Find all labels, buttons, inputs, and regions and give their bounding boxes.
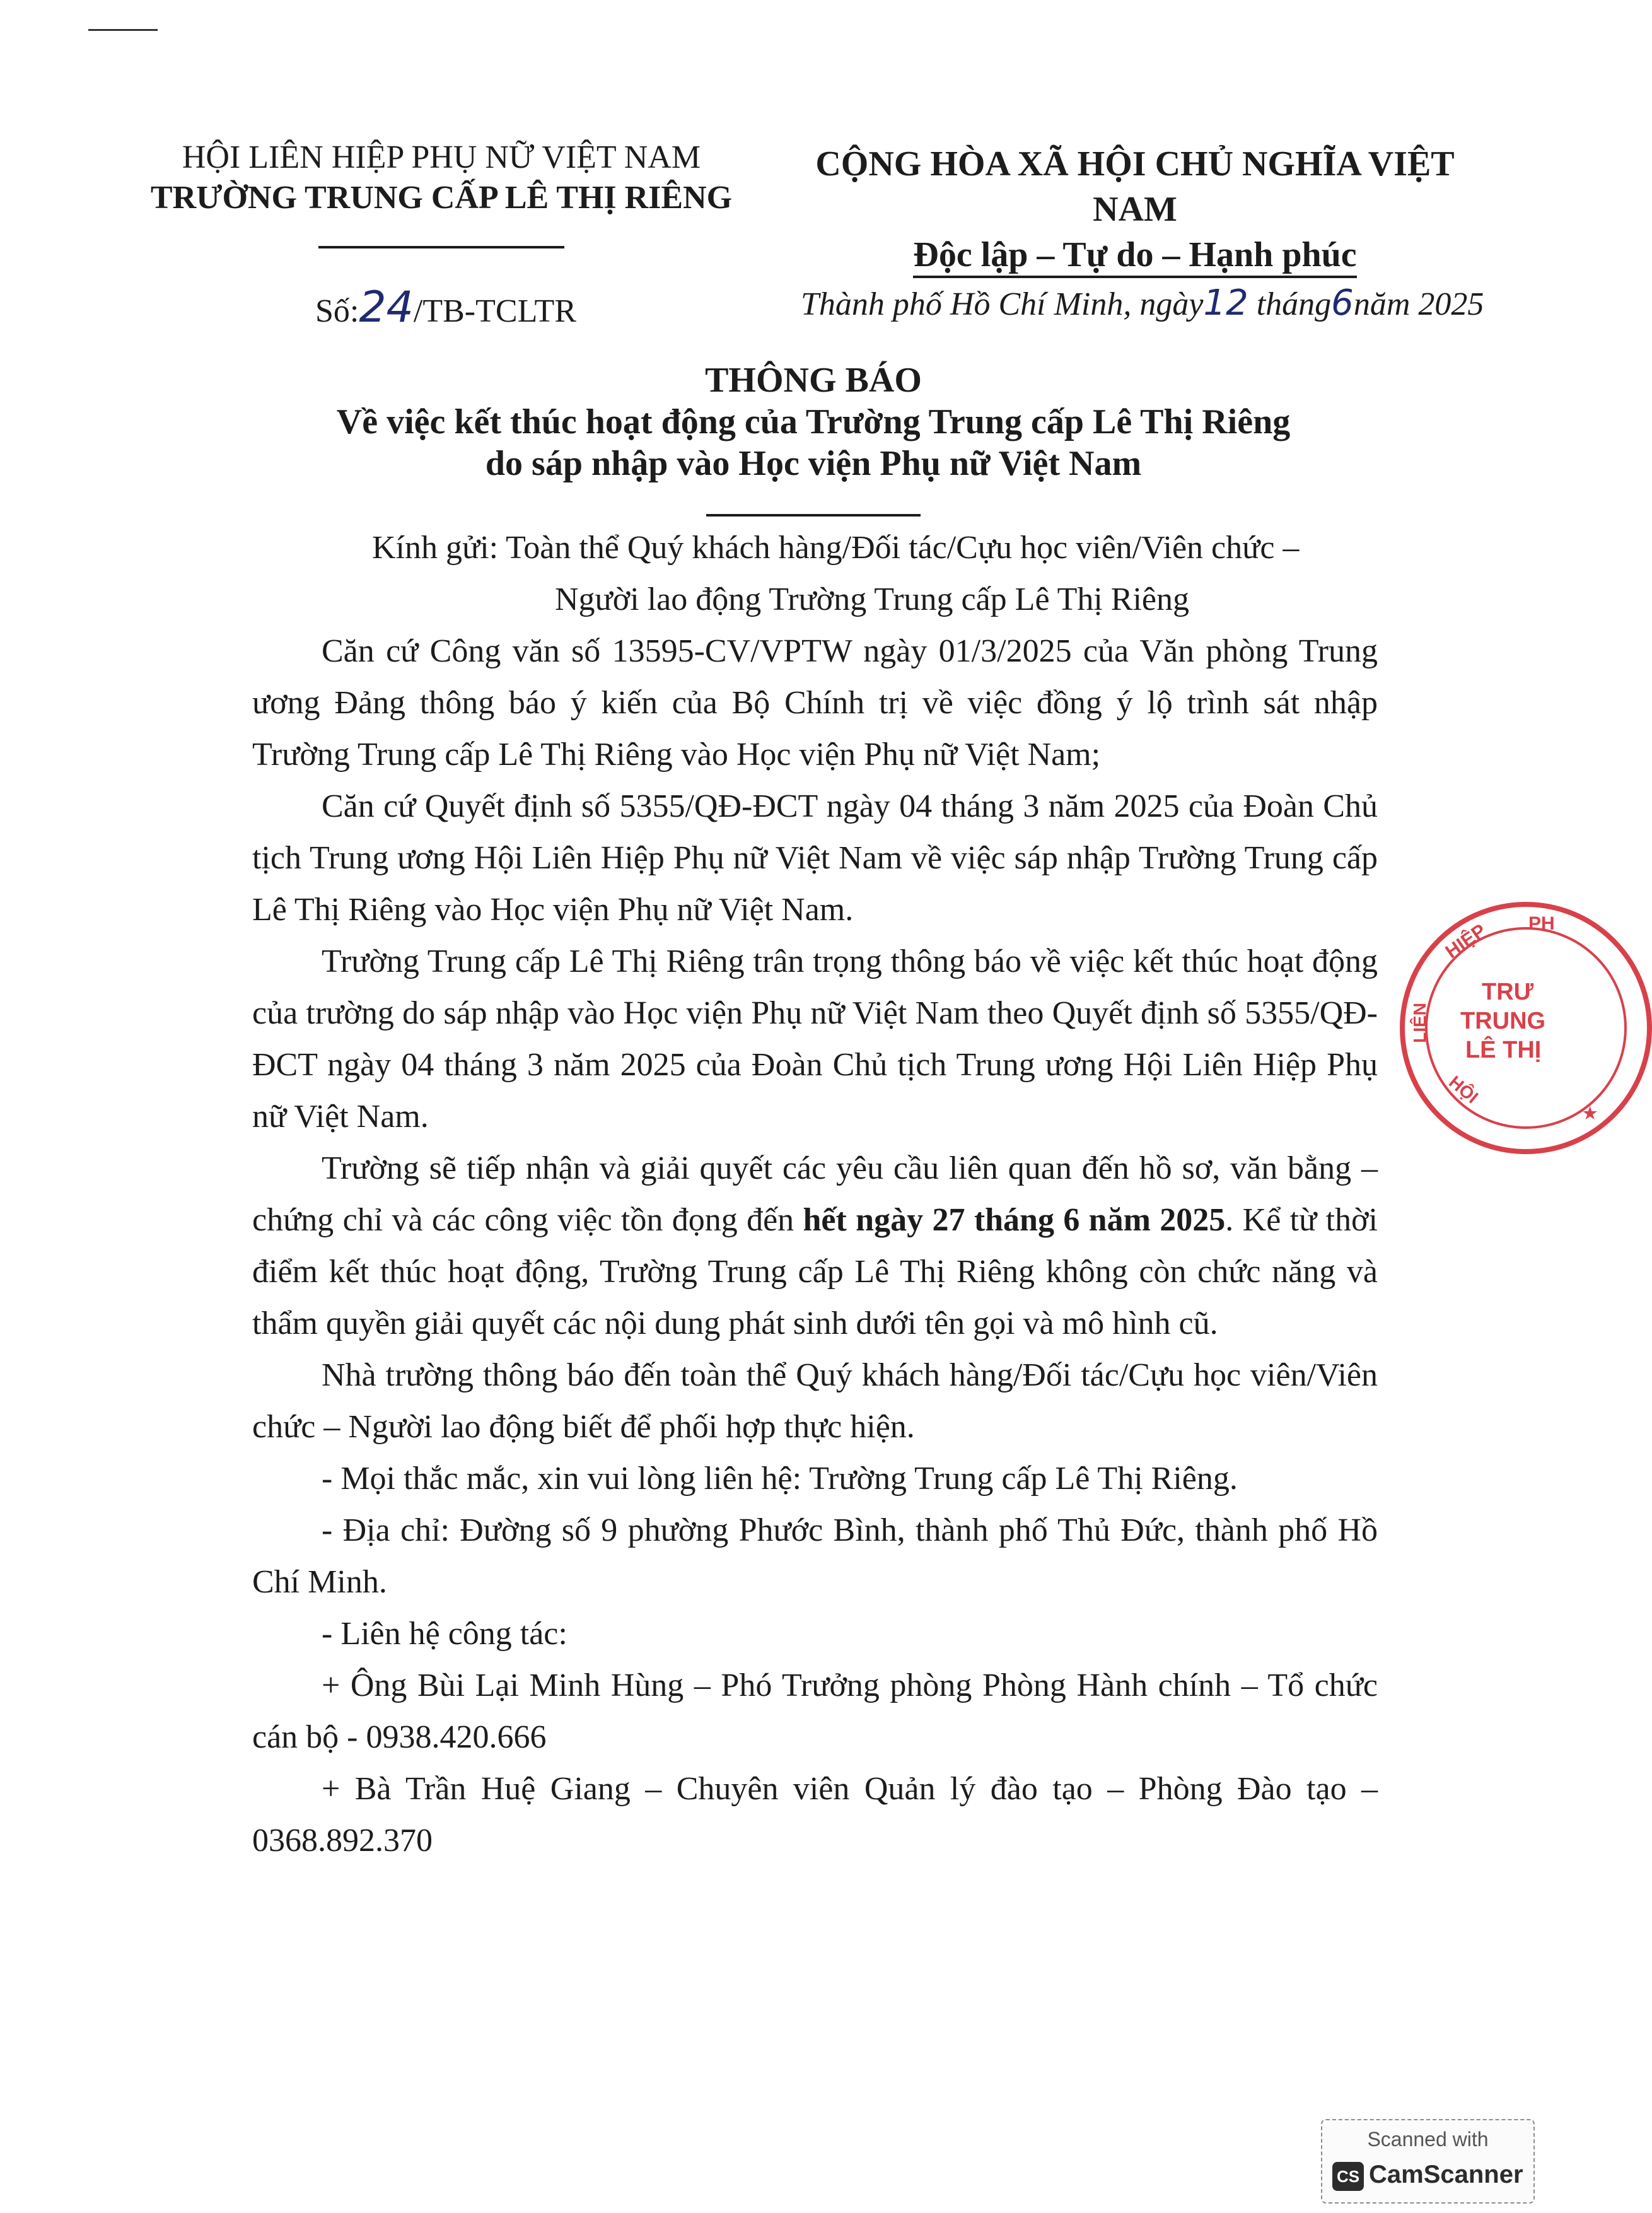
- title-line-1: Về việc kết thúc hoạt động của Trường Trung cấp Lê Thị Riêng: [336, 402, 1291, 441]
- place-and-date: [801, 283, 1484, 324]
- scanner-app-name: CamScanner: [1369, 2161, 1523, 2188]
- school-name: TRƯỜNG TRUNG CẤP LÊ THỊ RIÊNG: [150, 180, 733, 216]
- paragraph-contacts-heading: - Liên hệ công tác:: [322, 1616, 567, 1652]
- scanner-caption: Scanned with: [1367, 2128, 1489, 2151]
- seal-center-2: TRUNG: [1460, 1008, 1546, 1034]
- country-name: CỘNG HÒA XÃ HỘI CHỦ NGHĨA VIỆT NAM: [815, 144, 1455, 229]
- seal-star-icon: ★: [1583, 1104, 1598, 1123]
- school-name-underline: [318, 246, 564, 248]
- seal-center-1: TRƯ: [1482, 979, 1534, 1005]
- paragraph-legal-basis-1: Căn cứ Công văn số 13595-CV/VPTW ngày 01/3/2025 của Văn phòng Trung ương Đảng thông báo ý kiến của Bộ Chính trị về việc đồng ý lộ trình sát nhập Trường Trung cấp Lê Thị Riêng vào Học viện Phụ nữ Việt Nam;: [252, 633, 1378, 773]
- doc-number-prefix: Số:: [315, 293, 359, 329]
- date-month-handwritten: 6: [1331, 283, 1354, 324]
- camscanner-logo-icon: CS: [1332, 2162, 1364, 2191]
- paragraph-legal-basis-2: Căn cứ Quyết định số 5355/QĐ-ĐCT ngày 04 tháng 3 năm 2025 của Đoàn Chủ tịch Trung ương Hội Liên Hiệp Phụ nữ Việt Nam về việc sáp nhập Trường Trung cấp Lê Thị Riêng vào Học viện Phụ nữ Việt Nam.: [252, 788, 1378, 928]
- seal-center-3: LÊ THỊ: [1465, 1037, 1542, 1063]
- deadline-date: hết ngày 27 tháng 6 năm 2025: [803, 1202, 1226, 1238]
- official-seal: [1387, 896, 1602, 1160]
- org-name: HỘI LIÊN HIỆP PHỤ NỮ VIỆT NAM: [182, 139, 701, 175]
- paragraph-deadline: [252, 1143, 1378, 1350]
- document-number: [315, 283, 576, 332]
- paragraph-contact-person-1: + Ông Bùi Lại Minh Hùng – Phó Trưởng phòng Phòng Hành chính – Tổ chức cán bộ - 0938.420.666: [252, 1667, 1378, 1755]
- document-title: [189, 359, 1438, 526]
- seal-ring-left: LIÊN: [1410, 1003, 1429, 1043]
- title-main: THÔNG BÁO: [705, 361, 922, 400]
- national-heading: [782, 141, 1488, 277]
- seal-ring-top-2: PH: [1528, 913, 1555, 934]
- paragraph-contact: - Mọi thắc mắc, xin vui lòng liên hệ: Trường Trung cấp Lê Thị Riêng.: [322, 1461, 1238, 1497]
- recipient-line-2: Người lao động Trường Trung cấp Lê Thị Riêng: [555, 581, 1190, 617]
- recipient-block: [372, 522, 1393, 626]
- doc-number-handwritten: 24: [359, 283, 414, 332]
- year-text: năm 2025: [1353, 286, 1484, 322]
- title-line-2: do sáp nhập vào Học viện Phụ nữ Việt Nam: [485, 444, 1142, 483]
- deadline-text-b: . Kể từ thời điểm kết thúc hoạt động, Trường Trung cấp Lê Thị Riêng không còn chức năng và thẩm quyền giải quyết các nội dung phát sinh dưới tên gọi và mô hình cũ.: [252, 1202, 1378, 1341]
- scan-corner-mark: [88, 25, 158, 31]
- national-motto: [782, 232, 1488, 277]
- document-body: [252, 626, 1378, 1867]
- paragraph-announcement: Trường Trung cấp Lê Thị Riêng trân trọng thông báo về việc kết thúc hoạt động của trường do sáp nhập vào Học viện Phụ nữ Việt Nam theo Quyết định số 5355/QĐ-ĐCT ngày 04 tháng 3 năm 2025 của Đoàn Chủ tịch Trung ương Hội Liên Hiệp Phụ nữ Việt Nam.: [252, 943, 1378, 1135]
- place-text: Thành phố Hồ Chí Minh, ngày: [801, 286, 1204, 322]
- recipient-line-1: Kính gửi: Toàn thể Quý khách hàng/Đối tác/Cựu học viên/Viên chức –: [372, 530, 1300, 566]
- seal-ring-top: HIỆP: [1441, 920, 1490, 963]
- seal-ring-bottom: HỘI: [1445, 1071, 1482, 1107]
- month-label: tháng: [1256, 286, 1332, 322]
- paragraph-contact-person-2: + Bà Trần Huệ Giang – Chuyên viên Quản lý đào tạo – Phòng Đào tạo – 0368.892.370: [252, 1771, 1378, 1859]
- paragraph-address: - Địa chỉ: Đường số 9 phường Phước Bình, thành phố Thủ Đức, thành phố Hồ Chí Minh.: [252, 1512, 1378, 1600]
- doc-number-suffix: /TB-TCLTR: [413, 293, 577, 329]
- paragraph-notice-to-all: Nhà trường thông báo đến toàn thể Quý khách hàng/Đối tác/Cựu học viên/Viên chức – Người lao động biết để phối hợp thực hiện.: [252, 1357, 1378, 1445]
- title-underline: [706, 514, 921, 517]
- scanner-watermark: [1321, 2119, 1535, 2204]
- date-day-handwritten: 12: [1203, 283, 1248, 324]
- motto-text: Độc lập – Tự do – Hạnh phúc: [913, 235, 1356, 278]
- issuing-authority: [126, 137, 757, 259]
- deadline-text-a: Trường sẽ tiếp nhận và giải quyết các yêu cầu liên quan đến hồ sơ, văn bằng – chứng chỉ và các công việc tồn đọng đến: [252, 1150, 1378, 1238]
